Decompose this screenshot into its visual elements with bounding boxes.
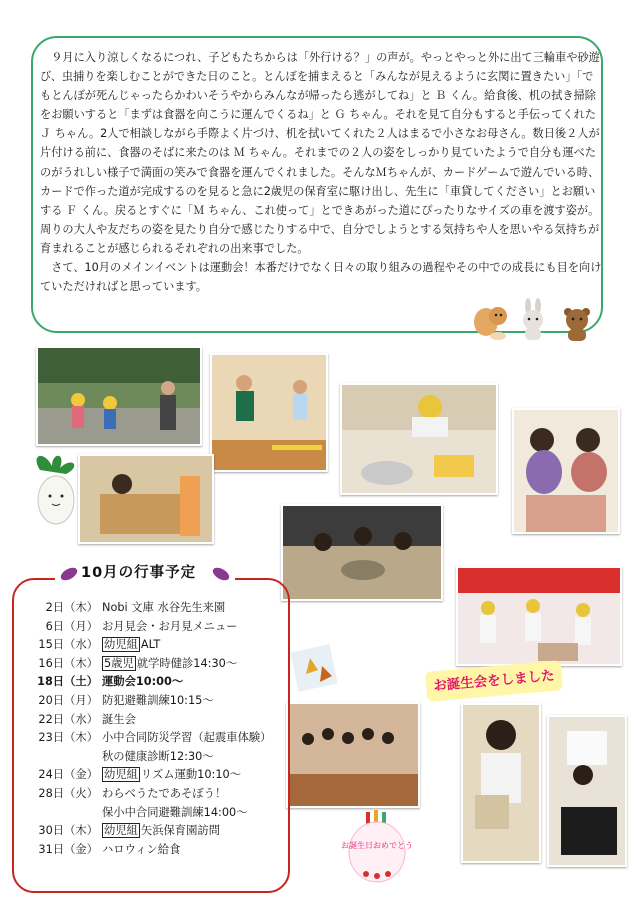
- story-paragraph-2: さて、10月のメインイベントは運動会！本番だけでなく日々の取り組みの過程やその中での成長にも目を向けていただければと思っています。: [40, 261, 602, 294]
- schedule-event-text: ハロウィン給食: [102, 842, 181, 856]
- schedule-date: 15日（水）: [38, 638, 98, 652]
- photo-sand-play: [281, 504, 443, 601]
- schedule-event-text: 運動会10:00〜: [102, 675, 184, 689]
- schedule-event: [102, 729, 271, 748]
- schedule-row: [24, 748, 286, 767]
- schedule-event: [102, 618, 238, 637]
- schedule-event-text: 保小中合同避難訓練14:00〜: [102, 805, 248, 819]
- schedule-row: [24, 711, 286, 730]
- schedule-event-text: 就学時健診14:30〜: [136, 656, 238, 670]
- schedule-row: [24, 729, 286, 748]
- schedule-date: [24, 804, 98, 823]
- photo-sweet-potato: [512, 408, 620, 534]
- schedule-event-text: わらべうたであそぼう！: [102, 786, 227, 800]
- schedule-date: 22日（水）: [38, 712, 98, 726]
- schedule-title: 10月の行事予定: [81, 565, 197, 581]
- schedule-row: [24, 822, 286, 841]
- schedule-date: 20日（月）: [38, 693, 98, 707]
- schedule-event: [102, 655, 237, 674]
- autumn-leaf-icon: [292, 640, 346, 696]
- schedule-event-text: 秋の健康診断12:30〜: [102, 749, 214, 763]
- schedule-header: [55, 558, 235, 590]
- schedule-date: 31日（金）: [38, 842, 98, 856]
- schedule-date: 24日（金）: [38, 768, 98, 782]
- schedule-row: [24, 655, 286, 674]
- schedule-event: [102, 804, 248, 823]
- schedule-tag: 5歳児: [104, 656, 134, 670]
- schedule-event-text: Nobi 文庫 水谷先生来園: [102, 601, 226, 614]
- schedule-event-text: 矢浜保育園訪問: [140, 824, 220, 838]
- schedule-date: [24, 748, 98, 767]
- squirrel-icon: [474, 307, 507, 340]
- photo-child-with-crown: [547, 715, 627, 867]
- birthday-label: お誕生会をしました: [425, 660, 563, 702]
- bear-icon: [564, 308, 590, 341]
- photo-boxes: [78, 454, 214, 544]
- schedule-event-text: リズム運動10:10〜: [140, 768, 242, 782]
- photo-cooking: [340, 383, 498, 495]
- schedule-row: [24, 785, 286, 804]
- schedule-event: [102, 636, 160, 655]
- schedule-row: [24, 618, 286, 637]
- sweet-potato-icon: [211, 564, 231, 584]
- birthday-cake-icon: [341, 808, 413, 888]
- schedule-event-text: 誕生会: [102, 712, 136, 726]
- photo-indoor-gym: [210, 353, 328, 472]
- schedule-list: [24, 599, 286, 859]
- schedule-date: 18日（土）: [37, 675, 98, 689]
- cake-text: お誕生日おめでとう: [341, 841, 413, 850]
- daikon-radish-icon: [26, 448, 86, 528]
- schedule-row: [24, 692, 286, 711]
- schedule-tag: 幼児組: [104, 638, 138, 652]
- photo-boy-with-box: [461, 703, 541, 863]
- schedule-date: 23日（木）: [38, 731, 98, 745]
- story-paragraph-1: ９月に入り涼しくなるにつれ、子どもたちからは「外行ける？」の声が。やっとやっと外に出て三輪車や砂遊び、虫捕りを楽しむことができた日のこと。とんぼを捕まえると「みんなが見えるように玄関に置きたい」「でもとんぼが死んじゃったらかわいそうやからみんなが帰ったら逃がしてね」と Ｂ くん。給食後、机の拭き掃除をお願いすると「まずは食器を向こうに運んでくるね」と Ｇ ちゃん。それを見て自分もすると手伝ってくれた Ｊ ちゃん。2人で相談しながら手際よく片づけ、机を拭いてくれた２人はまるで小さなお母さん。数日後２人が片付ける前に、食器のそばに来たのは Ｍ ちゃん。それまでの２人の姿をしっかり見ていたようで自分も運べたのがうれしい様子で満面の笑みで食器を運んでくれました。そんなＭちゃんが、カードゲームで遊んでいる時、カードで作った道が完成するのを見ると急に2歳児の保育室に駆け出し、先生に「車貸してください」とお願いする Ｆ くん。戻るとすぐに「Ｍ ちゃん、これ使って」とできあがった道にぴったりなサイズの車を渡す姿が。周りの大人や友だちの姿を見たり自分で感じたりする中で、自分でしようとする気持ちや人を思いやる気持ちが育まれることが感じられるそれぞれの出来事でした。: [40, 51, 600, 255]
- schedule-row: [24, 804, 286, 823]
- schedule-event: [102, 711, 136, 730]
- schedule-row: [24, 636, 286, 655]
- schedule-event-text: お月見会・お月見メニュー: [102, 619, 238, 633]
- schedule-event-text: 小中合同防災学習（起震車体験）: [102, 731, 272, 745]
- schedule-event: [102, 599, 225, 618]
- schedule-date: 28日（火）: [38, 786, 98, 800]
- schedule-date: 30日（木）: [38, 824, 98, 838]
- schedule-event: [102, 841, 180, 860]
- animal-illustration: [468, 300, 598, 342]
- schedule-event: [102, 766, 241, 785]
- schedule-tag: 幼児組: [104, 824, 138, 838]
- rabbit-icon: [523, 298, 543, 340]
- schedule-event: [102, 673, 183, 692]
- schedule-row: [24, 841, 286, 860]
- schedule-event: [102, 822, 220, 841]
- photo-outdoor-play: [36, 346, 202, 446]
- photo-birthday-group: [286, 702, 420, 808]
- schedule-row: [24, 599, 286, 618]
- schedule-event-text: 防犯避難訓練10:15〜: [102, 693, 214, 707]
- schedule-event-text: ALT: [140, 638, 161, 652]
- schedule-date: 2日（木）: [45, 601, 98, 614]
- schedule-event: [102, 692, 214, 711]
- schedule-event: [102, 748, 214, 767]
- schedule-date: 16日（木）: [38, 656, 98, 670]
- schedule-tag: 幼児組: [104, 768, 138, 782]
- story-text: [40, 48, 602, 296]
- schedule-date: 6日（月）: [45, 619, 98, 633]
- sweet-potato-icon: [59, 564, 79, 584]
- schedule-event: [102, 785, 226, 804]
- photo-stage: [456, 566, 622, 666]
- schedule-row: [24, 766, 286, 785]
- schedule-row: [24, 673, 286, 692]
